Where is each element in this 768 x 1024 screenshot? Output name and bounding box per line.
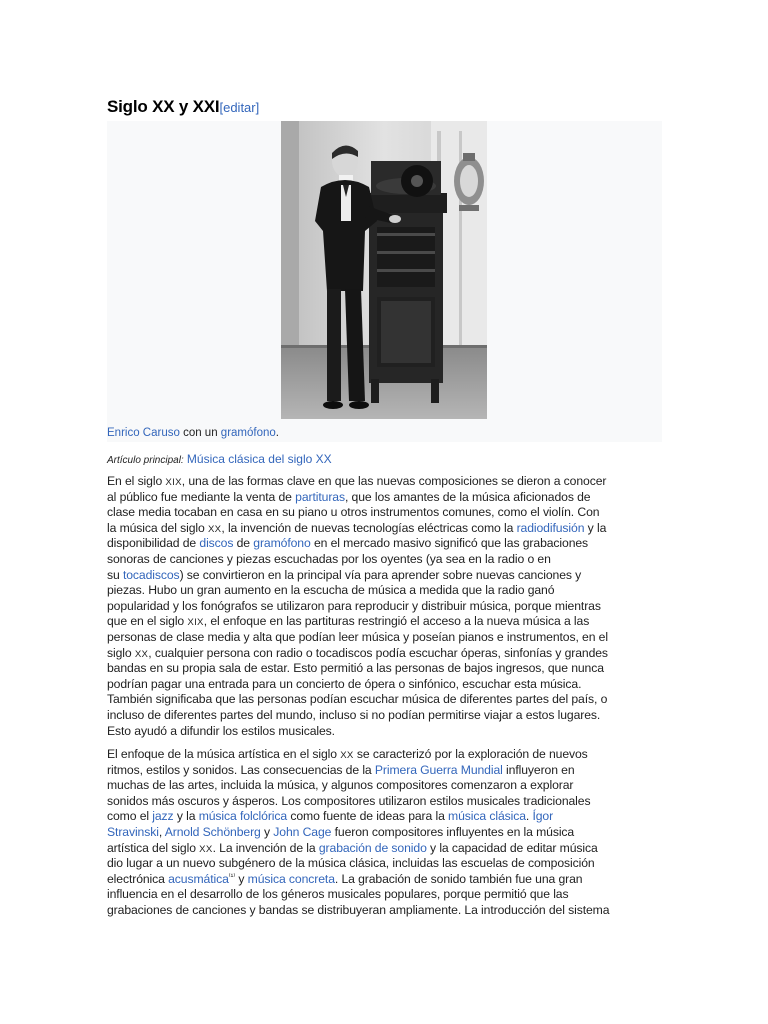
- text-line: [107, 841, 662, 857]
- text-run: . La grabación de sonido también fue una gran: [334, 871, 583, 886]
- inline-link[interactable]: Ígor: [532, 809, 554, 824]
- section-heading: [107, 97, 259, 117]
- text-line: [107, 778, 662, 794]
- text-run: influyeron en: [502, 762, 575, 777]
- edit-link[interactable]: editar: [223, 100, 256, 115]
- text-run: ) se convirtieron en la principal vía para aprender sobre nuevas canciones y: [179, 567, 582, 582]
- article-body: [107, 474, 662, 927]
- text-run: sonidos más oscuros y ásperos. Los compositores utilizaron estilos musicales tradicionales: [107, 793, 591, 808]
- caption-link-gramofono[interactable]: gramófono: [220, 427, 276, 439]
- text-run: , cualquier persona con radio o tocadiscos podía escuchar óperas, sinfonías y grandes: [148, 645, 608, 660]
- inline-link[interactable]: Stravinski: [107, 825, 159, 840]
- text-run: . La invención de la: [212, 840, 319, 855]
- text-line: [107, 872, 662, 888]
- inline-link[interactable]: Arnold Schönberg: [164, 825, 261, 840]
- text-line: [107, 536, 662, 552]
- text-line: [107, 692, 662, 708]
- text-run: , la invención de nuevas tecnologías eléctricas como la: [221, 520, 517, 535]
- paragraph: [107, 474, 662, 739]
- section-title: Siglo XX y XXI: [107, 97, 220, 116]
- inline-link[interactable]: jazz: [152, 809, 174, 824]
- edit-section: [219, 100, 259, 115]
- roman-numeral: XX: [134, 648, 149, 660]
- roman-numeral: XX: [207, 523, 222, 535]
- roman-numeral: XIX: [187, 617, 204, 629]
- text-run: influencia en el desarrollo de los géneros musicales populares, porque permitió que las: [107, 887, 569, 902]
- text-run: podrían pagar una entrada para un concierto de ópera o sinfónico, escuchar esta música.: [107, 676, 582, 691]
- inline-link[interactable]: acusmática: [168, 871, 229, 886]
- text-line: [107, 505, 662, 521]
- paragraph: [107, 747, 662, 919]
- text-line: [107, 521, 662, 537]
- inline-link[interactable]: música folclórica: [198, 809, 288, 824]
- main-article-hatnote: [107, 452, 332, 466]
- text-run: piezas. Hubo un gran aumento en la escucha de música a medida que la radio ganó: [107, 583, 555, 598]
- edit-bracket-close: ]: [255, 100, 260, 115]
- text-run: al público fue mediante la venta de: [107, 489, 296, 504]
- inline-link[interactable]: grabación de sonido: [318, 840, 427, 855]
- inline-link[interactable]: partituras: [295, 489, 345, 504]
- figure-thumbnail: [107, 121, 662, 442]
- caption-link-enrico-caruso[interactable]: Enrico Caruso: [107, 427, 180, 439]
- inline-link[interactable]: John Cage: [273, 825, 332, 840]
- text-run: electrónica: [107, 871, 169, 886]
- inline-link[interactable]: tocadiscos: [122, 567, 180, 582]
- text-line: [107, 614, 662, 630]
- text-run: como el: [107, 809, 153, 824]
- text-line: [107, 825, 662, 841]
- photo-illustration: [281, 121, 487, 419]
- text-run: El enfoque de la música artística en el siglo: [107, 747, 341, 762]
- inline-link[interactable]: discos: [199, 536, 234, 551]
- text-run: sonoras de canciones y piezas escuchadas por los oyentes (ya sea en la radio o en: [107, 551, 551, 566]
- text-run: que en el siglo: [107, 614, 188, 629]
- text-run: y la capacidad de editar música: [426, 840, 598, 855]
- text-line: [107, 599, 662, 615]
- caruso-gramophone-photo[interactable]: [281, 121, 487, 419]
- text-line: [107, 552, 662, 568]
- text-run: fueron compositores influyentes en la música: [331, 825, 575, 840]
- reference-marker[interactable]: ⁽¹⁾: [228, 871, 236, 881]
- text-run: dio lugar a un nuevo subgénero de la música clásica, incluidas las escuelas de composición: [107, 856, 595, 871]
- figure-caption: [107, 427, 279, 439]
- inline-link[interactable]: música concreta: [247, 871, 335, 886]
- text-line: [107, 856, 662, 872]
- text-run: ritmos, estilos y sonidos. Las consecuencias de la: [107, 762, 375, 777]
- text-line: [107, 747, 662, 763]
- text-line: [107, 724, 662, 740]
- text-run: Esto ayudó a difundir los estilos musicales.: [107, 723, 335, 738]
- text-run: se caracterizó por la exploración de nuevos: [353, 747, 588, 762]
- text-line: [107, 490, 662, 506]
- text-run: disponibilidad de: [107, 536, 200, 551]
- text-run: y la: [173, 809, 199, 824]
- text-line: [107, 677, 662, 693]
- text-line: [107, 763, 662, 779]
- text-run: y la: [584, 520, 607, 535]
- text-run: de: [233, 536, 254, 551]
- text-line: [107, 809, 662, 825]
- caption-text: con un: [179, 427, 221, 439]
- text-line: [107, 474, 662, 490]
- inline-link[interactable]: Primera Guerra Mundial: [374, 762, 503, 777]
- text-run: y: [235, 871, 248, 886]
- text-line: [107, 708, 662, 724]
- text-line: [107, 583, 662, 599]
- text-run: grabaciones de canciones y bandas se distribuyeran ampliamente. La introducción del sistema: [107, 903, 610, 918]
- text-run: , una de las formas clave en que las nuevas composiciones se dieron a conocer: [181, 474, 607, 488]
- roman-numeral: XX: [199, 843, 213, 855]
- caption-end: .: [275, 427, 279, 439]
- text-line: [107, 646, 662, 662]
- text-run: personas de clase media y alta que podían leer música y poseían pianos e instrumentos, en el: [107, 629, 608, 644]
- text-run: clase media tocaban en casa en su piano u otros instrumentos comunes, como el violín. Con: [107, 505, 600, 520]
- text-line: [107, 903, 662, 919]
- inline-link[interactable]: música clásica: [448, 809, 526, 824]
- text-run: como fuente de ideas para la: [287, 809, 449, 824]
- text-line: [107, 661, 662, 677]
- roman-numeral: XIX: [165, 477, 182, 488]
- hatnote-link[interactable]: Música clásica del siglo XX: [186, 452, 332, 466]
- text-line: [107, 887, 662, 903]
- text-run: muchas de las artes, incluida la música, y algunos compositores comenzaron a explorar: [107, 778, 574, 793]
- text-run: en el mercado masivo significó que las grabaciones: [310, 536, 589, 551]
- text-run: popularidad y los fonógrafos se utilizaron para reproducir y distribuir música, porque mientras: [107, 598, 601, 613]
- text-line: [107, 568, 662, 584]
- edit-bracket-open: [: [219, 100, 224, 115]
- text-run: artística del siglo: [107, 840, 200, 855]
- text-run: , el enfoque en las partituras restringió el acceso a la nueva música a las: [203, 614, 590, 629]
- inline-link[interactable]: gramófono: [253, 536, 311, 551]
- text-line: [107, 630, 662, 646]
- text-run: ,: [158, 825, 165, 840]
- text-run: .: [525, 809, 533, 824]
- text-run: y: [260, 825, 274, 840]
- text-run: siglo: [107, 645, 135, 660]
- roman-numeral: XX: [340, 750, 354, 762]
- text-run: la música del siglo: [107, 520, 208, 535]
- text-line: [107, 794, 662, 810]
- text-run: incluso de diferentes partes del mundo, incluso si no podían permitirse viajar a estos lugares.: [107, 707, 601, 722]
- text-run: En el siglo: [107, 474, 166, 488]
- hatnote-label: Artículo principal:: [107, 455, 184, 466]
- text-run: También significaba que las personas podían escuchar música de diferentes partes del país, o: [107, 692, 608, 707]
- text-run: su: [107, 567, 123, 582]
- text-run: , que los amantes de la música aficionados de: [344, 489, 591, 504]
- text-run: bandas en su propia sala de estar. Esto permitió a las personas de bajos ingresos, que nunca: [107, 661, 604, 676]
- inline-link[interactable]: radiodifusión: [516, 520, 585, 535]
